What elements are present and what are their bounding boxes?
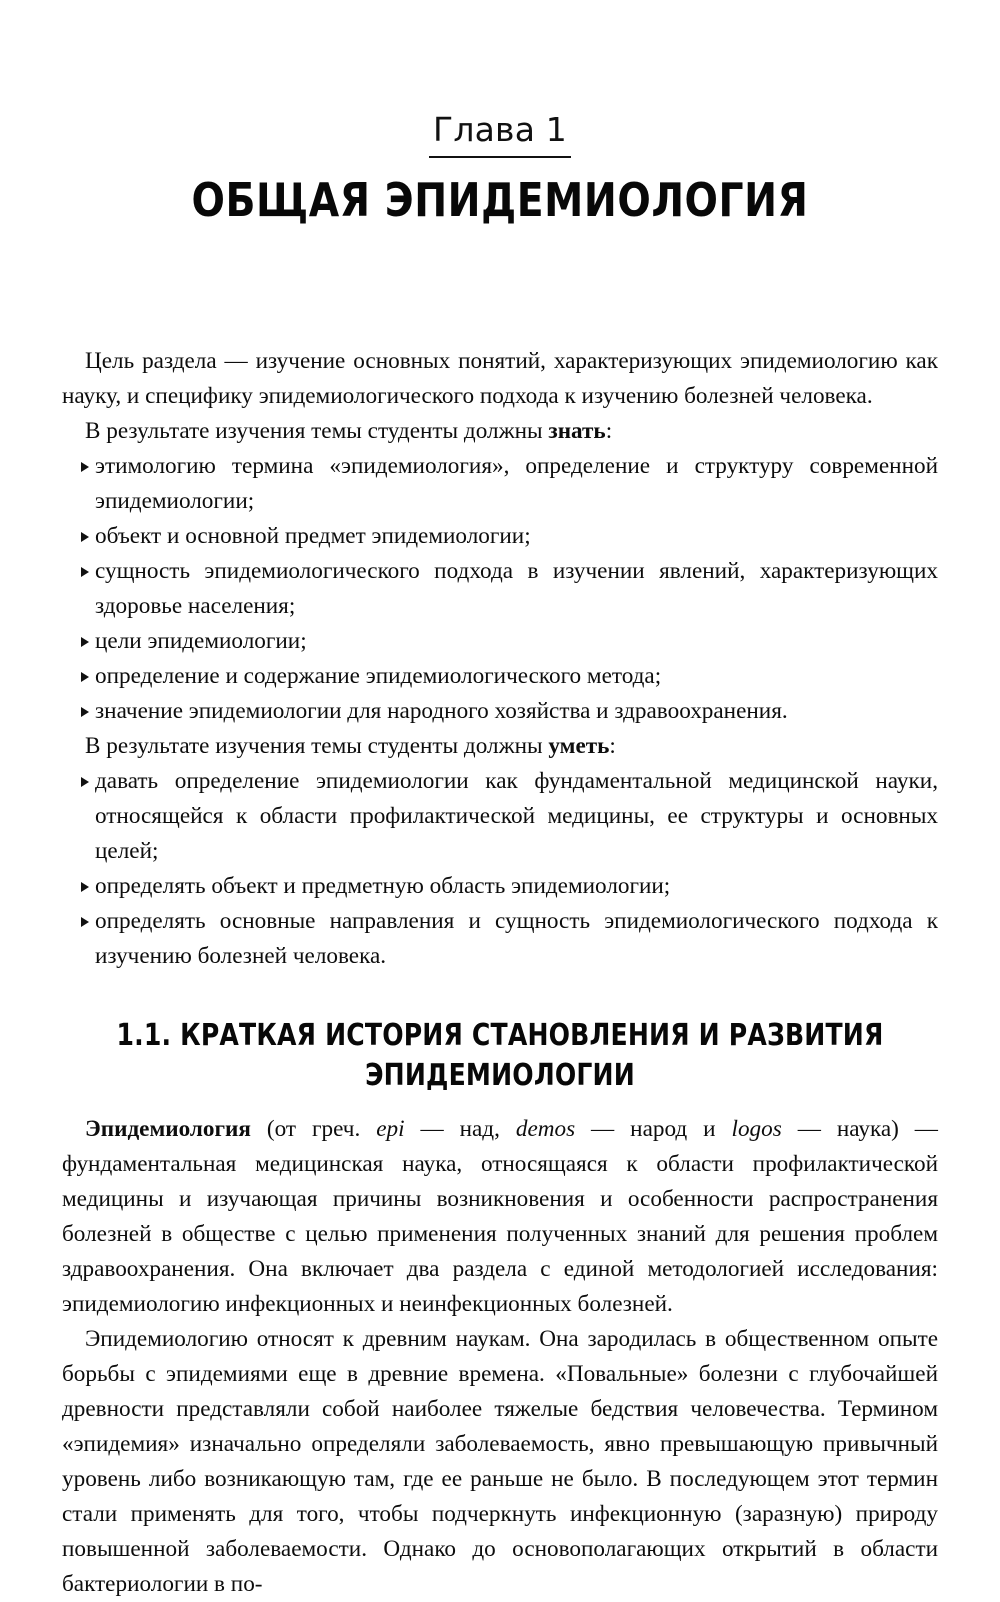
list-item bbox=[62, 554, 938, 624]
know-requirements-list bbox=[62, 449, 938, 729]
chapter-label: Глава 1 bbox=[429, 112, 571, 158]
know-lead-colon: : bbox=[605, 417, 613, 444]
section-heading-line-1: 1.1. КРАТКАЯ ИСТОРИЯ СТАНОВЛЕНИЯ И РАЗВИТИЯ bbox=[116, 1017, 884, 1053]
list-item bbox=[62, 694, 938, 729]
greek-term-epi: epi bbox=[376, 1115, 405, 1142]
history-paragraph: Эпидемиологию относят к древним наукам. Она зародилась в общественном опыте борьбы с эпидемиями еще в древние времена. «Повальные» болезни с глубочайшей древности представляли собой наиболее тяжелые бедствия человечества. Термином «эпидемия» изначально определяли заболеваемость, явно превышающую привычный уровень либо возникающую там, где ее раньше не было. В последующем этот термин стали применять для того, чтобы подчеркнуть инфекционную (заразную) природу повышенной заболеваемости. Однако до основополагающих открытий в области бактериологии в по- bbox=[62, 1325, 938, 1597]
heading-spacer bbox=[62, 1096, 938, 1112]
list-item-label: определять основные направления и сущность эпидемиологического подхода к изучению болезней человека. bbox=[95, 907, 938, 969]
know-lead-emphasis: знать bbox=[548, 417, 606, 444]
be-able-requirements-list bbox=[62, 764, 938, 974]
be-able-lead-colon: : bbox=[609, 732, 616, 759]
list-item-label: давать определение эпидемиологии как фундаментальной медицинской науки, относящейся к области профилактической медицины, ее структуры и основных целей; bbox=[95, 767, 938, 864]
list-item bbox=[62, 904, 938, 974]
definition-part-2: — над, bbox=[404, 1115, 516, 1142]
be-able-lead-text: В результате изучения темы студенты должны bbox=[85, 732, 549, 759]
list-item bbox=[62, 519, 938, 554]
know-lead-text: В результате изучения темы студенты должны bbox=[85, 417, 549, 444]
body-content bbox=[62, 344, 938, 1602]
goal-paragraph: Цель раздела — изучение основных понятий, характеризующих эпидемиологию как науку, и специфику эпидемиологического подхода к изучению болезней человека. bbox=[62, 347, 938, 409]
definition-part-1: (от греч. bbox=[250, 1115, 377, 1142]
list-item-label: значение эпидемиологии для народного хозяйства и здравоохранения. bbox=[95, 697, 788, 724]
section-heading-line-2: ЭПИДЕМИОЛОГИИ bbox=[365, 1057, 635, 1093]
chapter-title: ОБЩАЯ ЭПИДЕМИОЛОГИЯ bbox=[191, 172, 809, 227]
definition-paragraph bbox=[62, 1112, 938, 1322]
list-item bbox=[62, 624, 938, 659]
chapter-label-container bbox=[62, 0, 938, 158]
list-item-label: определять объект и предметную область эпидемиологии; bbox=[95, 872, 671, 899]
list-item-label: цели эпидемиологии; bbox=[95, 627, 307, 654]
be-able-lead-emphasis: уметь bbox=[548, 732, 610, 759]
list-item-label: сущность эпидемиологического подхода в изучении явлений, характеризующих здоровье населения; bbox=[95, 557, 938, 619]
definition-term: Эпидемиология bbox=[85, 1115, 251, 1142]
know-lead-paragraph bbox=[62, 414, 938, 449]
definition-part-3: — народ и bbox=[575, 1115, 732, 1142]
section-heading bbox=[93, 1016, 908, 1096]
definition-part-4: — наука) — фундаментальная медицинская наука, относящаяся к области профилактической медицины и изучающая причины возникновения и особенности распространения болезней в обществе с целью применения полученных знаний для решения проблем здравоохранения. Она включает два раздела с единой методологией исследования: эпидемиологию инфекционных и неинфекционных болезней. bbox=[62, 1115, 938, 1317]
list-item bbox=[62, 659, 938, 694]
be-able-lead-paragraph bbox=[62, 729, 938, 764]
list-item-label: этимологию термина «эпидемиология», определение и структуру современной эпидемиологии; bbox=[95, 452, 938, 514]
greek-term-logos: logos bbox=[731, 1115, 782, 1142]
greek-term-demos: demos bbox=[515, 1115, 576, 1142]
list-item bbox=[62, 764, 938, 869]
list-item-label: объект и основной предмет эпидемиологии; bbox=[95, 522, 531, 549]
list-item-label: определение и содержание эпидемиологического метода; bbox=[95, 662, 662, 689]
list-item bbox=[62, 449, 938, 519]
list-item bbox=[62, 869, 938, 904]
